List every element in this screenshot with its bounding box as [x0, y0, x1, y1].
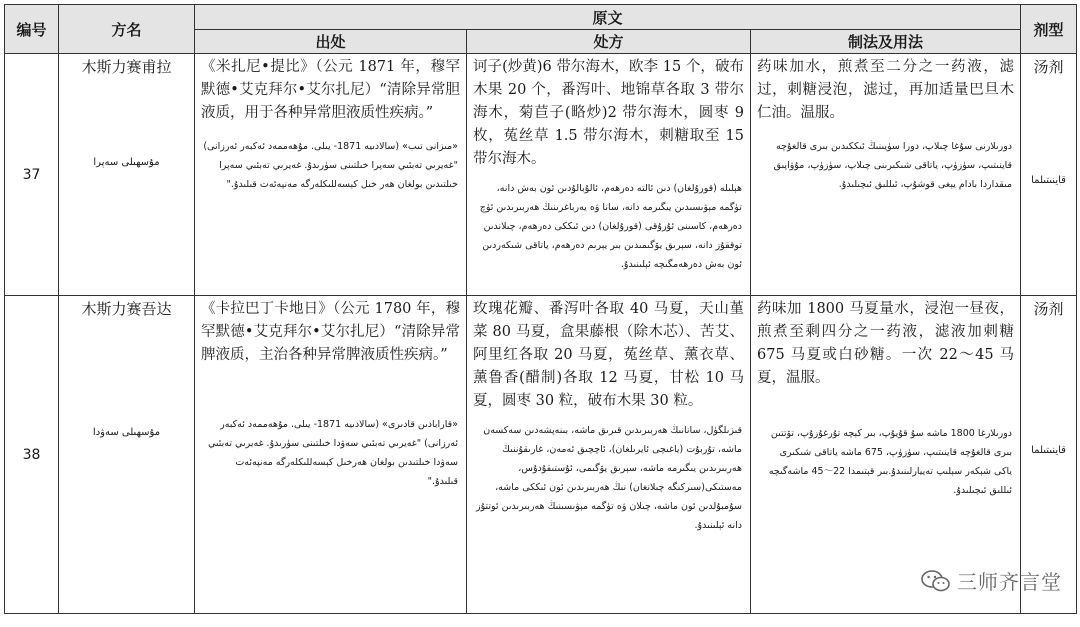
source-ug: «مىزانى تىب» (سالادىيە 1871- يىلى. مۇھەممەد ئەكبەر ئەرزانى) "غەيرىي تەبئىي سەپرا خىلتىنى سۈرىدۇ. غەيرىي تەبئىي سەپرا خىلتىدىن بولغان ھەر خىل كېسەللىكلەرگە مەنپەئەت قىلىدۇ." — [203, 141, 458, 190]
name-ug: مۇسھىلى سەۋدا — [92, 427, 161, 438]
prescription-ug: قىزىلگۈل، سانانىڭ ھەربىرىدىن قىرىق ماشە، بىنەپشەدىن سەكسەن ماشە، تۇربۇت (ياغىچى ئايرىلغان)، ئاچچىق ئەمەن، غارىقۇننىڭ ھەربىرىدىن يىگىرمە ماشە، سېرىق يۆگىمى، ئۇستىقۇدۇس، مەستىكى(سىركىگە چىلانغان) نىڭ ھەربىرىدىن ئون ئىككى ماشە، سۇمبۇلدىن ئون ماشە، چىلان ۋە تۈگمە مېۋىسىنىڭ ھەربىرىدىن ئوتتۇز دانە ئېلىنىدۇ. — [476, 425, 742, 531]
header-preparation: 制法及用法 — [751, 30, 1021, 54]
preparation-ug: دورىلارنى سۇغا چىلاپ، دورا سۈيىنىڭ ئىككىدىن بىرى قالغۇچە قاينىتىپ، سۈزۈپ، ياتاقى شىكىرىنى چىلاپ، سۈزۈپ، مۇۋاپىق مىقداردا بادام يېغى قوشۇپ، ئىللىق ئىچىلىدۇ. — [773, 141, 1013, 190]
wechat-icon — [921, 569, 951, 593]
prescription-table — [4, 4, 1077, 614]
name-cell — [59, 296, 195, 614]
table-row — [5, 54, 1077, 296]
header-dosage-form: 剂型 — [1021, 5, 1077, 54]
row-number: 37 — [5, 54, 59, 296]
name-cell — [59, 54, 195, 296]
preparation-zh: 药味加水，煎煮至二分之一药液，滤过，刺糖浸泡，滤过，再加适量巴旦木仁油。温服。 — [757, 59, 1015, 121]
prescription-zh: 诃子(炒黄)6 带尔海木，欧李 15 个，破布木果 20 个，番泻叶、地锦草各取 3 带尔海木，菊苣子(略炒)2 带尔海木，圆枣 9 枚，菟丝草 1.5 带尔海木，刺糖取至 15 带尔海木。 — [473, 59, 744, 167]
source-zh: 《米扎尼•提比》（公元 1871 年，穆罕默德•艾克拜尔•艾尔扎尼）“清除异常胆液质，用于各种异常胆液质性疾病。” — [201, 59, 460, 121]
preparation-cell — [751, 54, 1021, 296]
form-ug: قاينىتىلما — [1031, 175, 1066, 186]
form-zh: 汤剂 — [1033, 58, 1064, 76]
form-cell — [1021, 54, 1077, 296]
preparation-ug: دورىلارغا 1800 ماشە سۇ قۇيۇپ، بىر كېچە تۇرغۇزۇپ، تۆتتىن بىرى قالغۇچە قاينىتىپ، سۈزۈپ، 675 ماشە ياتاقى شىكىرى ياكى شېكەر سېلىپ تەييارلىنىدۇ.بىر قېتىمدا 22～45 ماشەگىچە ئىللىق ئىچىلىدۇ. — [768, 428, 1013, 496]
source-zh: 《卡拉巴丁卡地日》（公元 1780 年，穆罕默德•艾克拜尔•艾尔扎尼）“清除异常脾液质，主治各种异常脾液质性疾病。” — [201, 301, 460, 363]
header-original: 原文 — [195, 5, 1021, 30]
prescription-zh: 玫瑰花瓣、番泻叶各取 40 马夏，天山堇菜 80 马夏，盒果藤根（除木芯）、苦艾、阿里红各取 20 马夏，菟丝草、薰衣草、薰鲁香(醋制)各取 12 马夏，甘松 10 马夏，圆枣 30 粒，破布木果 30 粒。 — [473, 301, 744, 409]
form-ug: قاينىتىلما — [1031, 445, 1066, 456]
name-zh: 木斯力赛吾达 — [81, 300, 172, 318]
source-ug: «قارابادىن قادىرى» (سالادىيە 1871- يىلى. مۇھەممەد ئەكبەر ئەرزانى) "غەيرىي تەبئىي سەۋدا خىلتىنى سۈرىدۇ. غەيرىي تەبئىي سەۋدا خىلتىدىن بولغان ھەرخىل كېسەللىكلەرگە مەنپەئەت قىلىدۇ." — [207, 419, 458, 487]
prescription-ug: ھېلىلە (قورۇلغان) دىن ئالتە دەرھەم، ئالۇبالۇدىن ئون بەش دانە، تۈگمە مېۋىسىدىن يىگىرمە دانە، سانا ۋە يەرباغرىنىڭ ھەربىرىدىن ئۈچ دەرھەم، كاسىنى ئۇرۇقى (قورۇلغان) دىن ئىككى دەرھەم، چىلاندىن توققۇز دانە، سېرىق يۆگىمىدىن بىر يېرىم دەرھەم، ياتاقى شىكەردىن ئون بەش دەرھەمگىچە ئېلىنىدۇ. — [479, 183, 742, 270]
name-ug: مۇسھىلى سەپرا — [93, 157, 160, 168]
watermark — [921, 566, 1062, 595]
name-zh: 木斯力赛甫拉 — [81, 58, 172, 76]
header-source: 出处 — [195, 30, 467, 54]
table-row — [5, 296, 1077, 614]
watermark-text: 三师齐言堂 — [957, 570, 1062, 594]
prescription-cell — [467, 296, 751, 614]
source-cell — [195, 296, 467, 614]
header-prescription: 处方 — [467, 30, 751, 54]
form-zh: 汤剂 — [1033, 300, 1064, 318]
source-cell — [195, 54, 467, 296]
row-number: 38 — [5, 296, 59, 614]
prescription-cell — [467, 54, 751, 296]
preparation-zh: 药味加 1800 马夏量水，浸泡一昼夜，煎煮至剩四分之一药液，滤液加刺糖 675 马夏或白砂糖。一次 22～45 马夏，温服。 — [757, 301, 1015, 386]
header-name: 方名 — [59, 5, 195, 54]
header-no: 编号 — [5, 5, 59, 54]
